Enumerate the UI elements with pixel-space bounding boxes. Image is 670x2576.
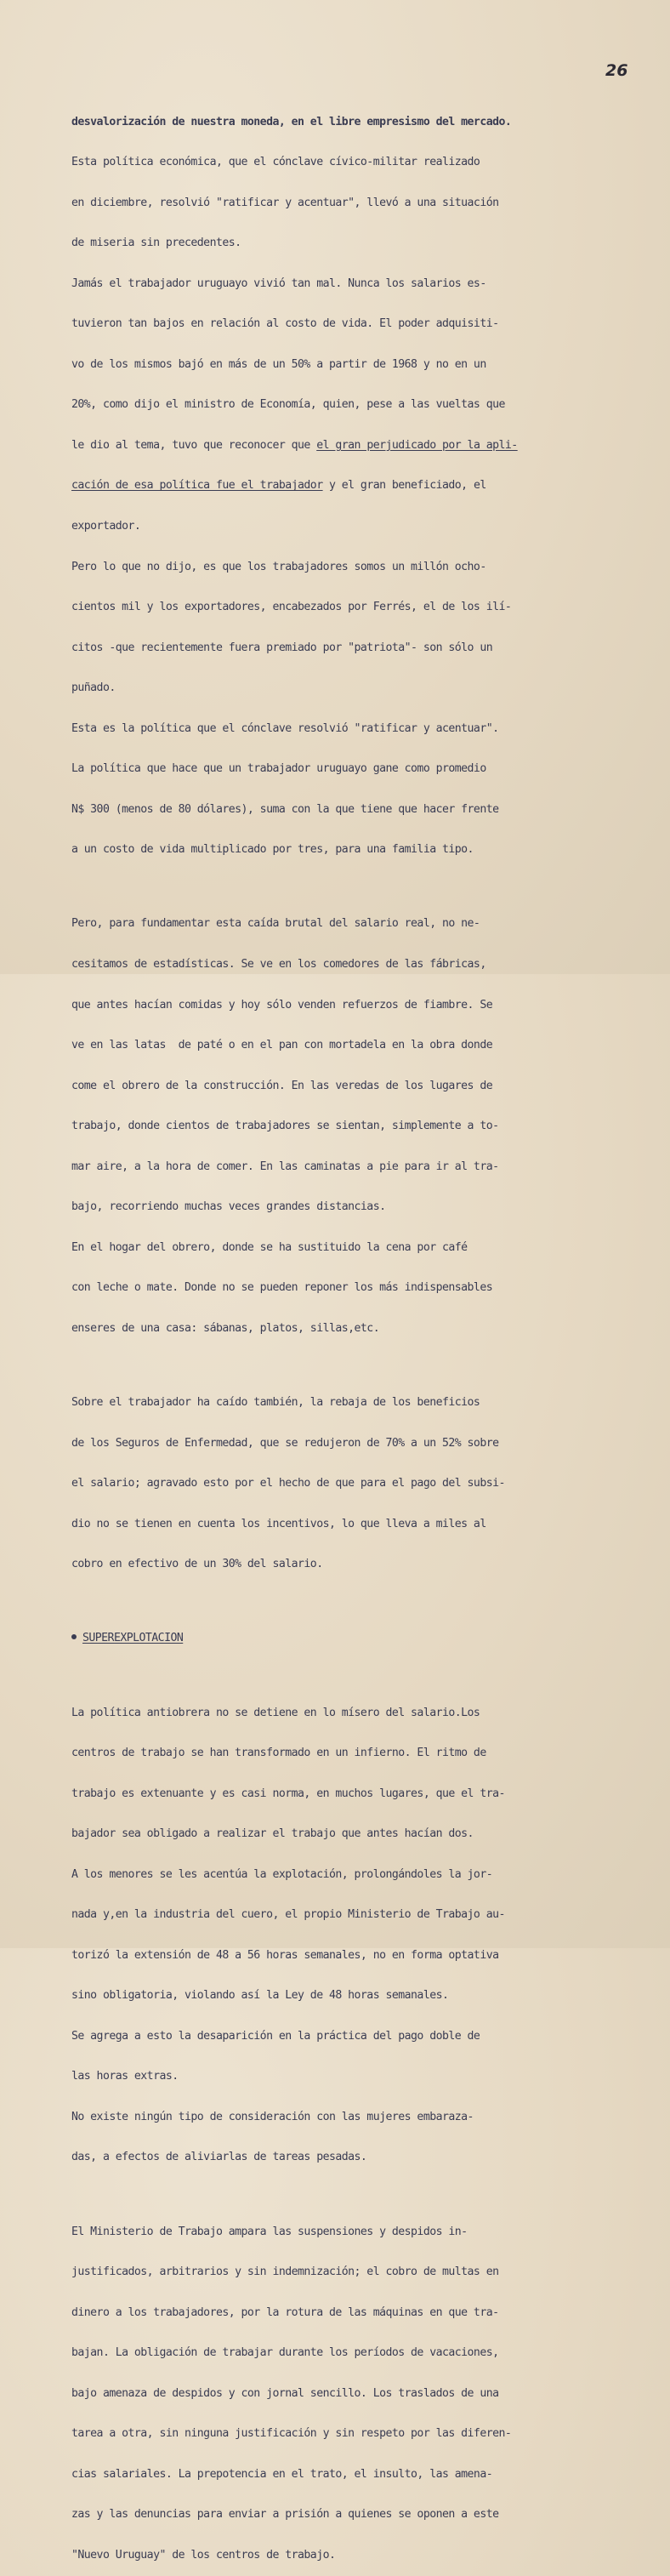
text-line: dinero a los trabajadores, por la rotura de las máquinas en que tra-	[71, 2305, 499, 2319]
text-line: exportador.	[71, 520, 141, 533]
text-line: bajan. La obligación de trabajar durante los períodos de vacaciones,	[71, 2346, 499, 2360]
text-line: bajo, recorriendo muchas veces grandes distancias.	[71, 1200, 386, 1214]
text-line: Jamás el trabajador uruguayo vivió tan mal. Nunca los salarios es-	[71, 276, 486, 290]
text-line: cobro en efectivo de un 30% del salario.	[71, 1558, 323, 1571]
text-line: En el hogar del obrero, donde se ha sustituido la cena por café	[71, 1240, 468, 1254]
text-line: Se agrega a esto la desaparición en la práctica del pago doble de	[71, 2029, 480, 2043]
paragraph-gap	[71, 1362, 616, 1369]
text-line-underlined-b	[71, 479, 616, 493]
text-line: enseres de una casa: sábanas, platos, sillas,etc.	[71, 1321, 380, 1335]
text-line: La política antiobrera no se detiene en lo mísero del salario.Los	[71, 1706, 480, 1719]
text-line: de miseria sin precedentes.	[71, 237, 241, 250]
text-plain: le dio al tema, tuvo que reconocer que	[71, 438, 317, 452]
underlined-text: cación de esa política fue el trabajador	[71, 479, 323, 493]
text-line: N$ 300 (menos de 80 dólares), suma con la que tiene que hacer frente	[71, 802, 499, 816]
text-line: La política que hace que un trabajador uruguayo gane como promedio	[71, 762, 486, 776]
text-line-underlined-a	[71, 439, 616, 453]
text-line: "Nuevo Uruguay" de los centros de trabajo.	[71, 2548, 336, 2562]
text-line: de los Seguros de Enfermedad, que se redujeron de 70% a un 52% sobre	[71, 1436, 499, 1450]
text-line: tuvieron tan bajos en relación al costo de vida. El poder adquisiti-	[71, 317, 499, 331]
text-line: con leche o mate. Donde no se pueden reponer los más indispensables	[71, 1281, 493, 1295]
text-line: vo de los mismos bajó en más de un 50% a partir de 1968 y no en un	[71, 357, 486, 371]
text-line: trabajo es extenuante y es casi norma, en muchos lugares, que el tra-	[71, 1787, 505, 1800]
text-line: que antes hacían comidas y hoy sólo venden refuerzos de fiambre. Se	[71, 998, 493, 1012]
text-line: Pero lo que no dijo, es que los trabajadores somos un millón ocho-	[71, 560, 486, 573]
text-line: mar aire, a la hora de comer. En las caminatas a pie para ir al tra-	[71, 1160, 499, 1173]
text-line: ve en las latas de paté o en el pan con mortadela en la obra donde	[71, 1039, 493, 1052]
text-line: sino obligatoria, violando así la Ley de 48 horas semanales.	[71, 1989, 449, 2003]
paragraph-gap	[71, 1599, 616, 1605]
text-line: No existe ningún tipo de consideración con las mujeres embaraza-	[71, 2110, 474, 2123]
text-line: Pero, para fundamentar esta caída brutal del salario real, no ne-	[71, 917, 480, 931]
text-line: desvalorización de nuestra moneda, en el libre empresismo del mercado.	[71, 115, 512, 128]
text-line: dio no se tienen en cuenta los incentivos, lo que lleva a miles al	[71, 1517, 486, 1530]
text-line: centros de trabajo se han transformado en un infierno. El ritmo de	[71, 1747, 486, 1760]
section-heading-label: SUPEREXPLOTACION	[82, 1632, 184, 1645]
paragraph-gap	[71, 2191, 616, 2198]
text-line: nada y,en la industria del cuero, el propio Ministerio de Trabajo au-	[71, 1908, 505, 1922]
text-line: bajo amenaza de despidos y con jornal sencillo. Los traslados de una	[71, 2386, 499, 2400]
text-line: El Ministerio de Trabajo ampara las suspensiones y despidos in-	[71, 2225, 468, 2238]
bullet-icon	[71, 1634, 77, 1639]
paragraph-gap	[71, 884, 616, 891]
text-line: a un costo de vida multiplicado por tres, para una familia tipo.	[71, 843, 474, 857]
text-line: zas y las denuncias para enviar a prisión a quienes se oponen a este	[71, 2508, 499, 2522]
text-line: cesitamos de estadísticas. Se ve en los comedores de las fábricas,	[71, 958, 486, 971]
text-line: las horas extras.	[71, 2070, 179, 2083]
text-line: trabajo, donde cientos de trabajadores se sientan, simplemente a to-	[71, 1120, 499, 1133]
text-line: puñado.	[71, 681, 116, 695]
text-plain: y el gran beneficiado, el	[322, 479, 486, 493]
text-line: torizó la extensión de 48 a 56 horas semanales, no en forma optativa	[71, 1948, 499, 1962]
text-line: bajador sea obligado a realizar el trabajo que antes hacían dos.	[71, 1827, 474, 1841]
text-line: el salario; agravado esto por el hecho de que para el pago del subsi-	[71, 1477, 505, 1490]
text-line: justificados, arbitrarios y sin indemnización; el cobro de multas en	[71, 2265, 499, 2279]
document-body	[71, 88, 616, 2576]
paragraph-gap	[71, 1673, 616, 1679]
section-heading	[71, 1632, 616, 1645]
text-line: citos -que recientemente fuera premiado por "patriota"- son sólo un	[71, 641, 493, 654]
text-line: come el obrero de la construcción. En las veredas de los lugares de	[71, 1079, 493, 1092]
text-line: cientos mil y los exportadores, encabezados por Ferrés, el de los ilí-	[71, 601, 512, 614]
text-line: Sobre el trabajador ha caído también, la rebaja de los beneficios	[71, 1396, 480, 1409]
text-line: tarea a otra, sin ninguna justificación y sin respeto por las diferen-	[71, 2427, 512, 2441]
page-number: 26	[605, 61, 628, 80]
text-line: Esta es la política que el cónclave resolvió "ratificar y acentuar".	[71, 721, 499, 735]
text-line: cias salariales. La prepotencia en el trato, el insulto, las amena-	[71, 2467, 493, 2481]
underlined-text: el gran perjudicado por la apli-	[316, 438, 518, 452]
text-line: A los menores se les acentúa la explotación, prolongándoles la jor-	[71, 1867, 493, 1881]
text-line: Esta política económica, que el cónclave cívico-militar realizado	[71, 156, 480, 169]
text-line: 20%, como dijo el ministro de Economía, quien, pese a las vueltas que	[71, 398, 505, 412]
text-line: en diciembre, resolvió "ratificar y acentuar", llevó a una situación	[71, 196, 499, 209]
text-line: das, a efectos de aliviarlas de tareas pesadas.	[71, 2151, 367, 2164]
